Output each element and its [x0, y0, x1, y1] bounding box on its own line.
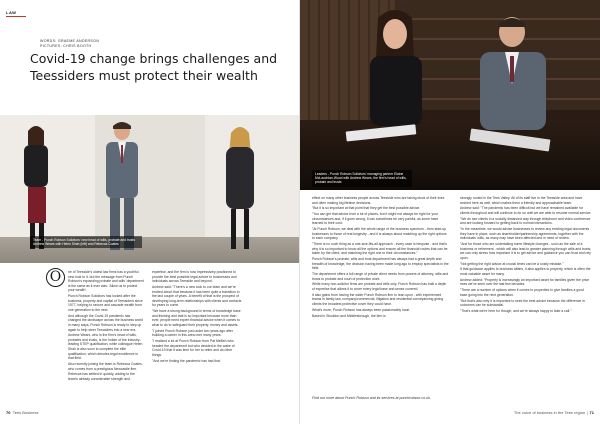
paragraph: expertise, and the firm is now impressively positioned to provide the best possible legal advice to businesses and individuals across Teesside and beyond. [152, 270, 237, 284]
paragraph: "We do see clients in a socially distanced way through telephone and video conference and are looking forward to getting back to normal interactions. [460, 216, 591, 226]
paragraph: If that guidance applies to business affairs, it also applies to property, which is often the most valuable asset for many. [460, 267, 591, 277]
paragraph: "There is no such thing as a one-size-fits-all approach - every case is bespoke - and that's why it is so important to know all the options and ensure all the financial routes that can be taken by the client, and matching the right one to their circumstances." [312, 242, 448, 256]
paragraph: What's more, Punch Robson has always been passionately local. [312, 307, 410, 312]
leaders-figures [300, 0, 600, 190]
paragraph: effect on many other business people across Teesside who are taking stock of their lives and often making big lifetime decisions. [312, 196, 445, 205]
paragraph: While many non-solicitor firms are probate and wills only, Punch Robson has built a depth of expertise that allows it to cover every legal base and sense covered. [312, 282, 447, 291]
section-rule [6, 16, 26, 17]
paragraph: "You can get that advice from a lot of places, but it might not always be right for your circumstances and, if it goes wrong, it can sometimes be very painful, as some have learned to their cost. [312, 212, 439, 226]
column-3 [312, 196, 450, 319]
right-page [300, 0, 600, 424]
paragraph: "We have a strong background in terms of knowledge base and thinking and that is so important because more than ever, people need expert financial advice when it comes to what to do to safeguard their property, money and assets. [152, 309, 241, 327]
documents [470, 128, 551, 151]
paragraph: strongly rooted in the Tees Valley. All of its staff live in the Teesside area and have worked here as well, which makes them a friendly and approachable team. [460, 196, 583, 205]
paragraph: Andrew said: "There's a new look to our team and we're excited about that because it has been quite a transition in the last couple of years. A benefit of that is the prospect of developing long-term relationships with clients and contacts for years to come. [152, 284, 242, 308]
paragraph: Andrew added: "Property is increasingly an important asset for families given the price rises we've seen over the last few decades. [460, 277, 590, 287]
paragraph: "In the meantime, we would advise businesses to review any existing legal documents they have in place, such as shareholder/partnership agreements, together with the individuals' wills, as many may have been affected and in need of review. [460, 227, 590, 241]
column-2 [152, 270, 242, 364]
page-number-left: 70 [6, 410, 11, 415]
paragraph: "I realised a lot at Punch Robson from Pat Mellish who headed the department but who decided in the wake of Covid-19 that it was time for her to retire and do other things. [152, 339, 235, 357]
person-left [24, 126, 48, 249]
column-4 [460, 196, 592, 315]
photo-caption-left: Team - Punch Robson Solicitors' new head of wills, probate and trusts Andrew Wears with Helen Shah (left) and Rebecca Coates [30, 236, 142, 248]
magazine-title-left: Tees Business [12, 410, 39, 415]
photo-caption-right: Leaders - Punch Robson Solicitors' managing partner Elaine McLauchlan-Wood with Andrew Wears, the firm's head of wills, probate and trusts [312, 170, 412, 187]
paragraph: "That's what we're here for though, and we're always happy to take a call." [460, 308, 572, 313]
footer-right: The voice of business in the Tees region | 71 [513, 410, 594, 415]
magazine-title-right: The voice of business in the Tees region [513, 410, 586, 415]
paragraph: ne of Teesside's oldest law firms has a youthful new look to it, but the message from Punch Robson's expanding probate and wills' department is the same as it ever was: 'Allow us to protect your wealth'. [68, 270, 144, 293]
paragraph: Rebecca has settled in quickly, adding to the team's already considerable strength and [68, 372, 135, 381]
paragraph: Punch Robson Solicitors has looked after the business, property and capital of Teessiders since 1977, helping to secure and cascade wealth from one generation to the next. [68, 294, 143, 312]
paragraph: Also recently joining the team is Rebecca Coates, who comes from a prestigious Newcastle firm. [68, 362, 143, 371]
paragraph: "But that's also why it is important to seek the best advice because the difference in outcomes can be substantial. [460, 298, 585, 308]
column-1 [68, 270, 144, 383]
paragraph: Andrew said: "The pandemic has been difficult but we have remained available for clients throughout and will continue to do so until we are able to resume normal service. [460, 206, 592, 215]
paragraph: "And for those who are undertaking some lifestyle changes - such as the sale of a business or retirement - which will also lead to greater planning through wills and trusts; we can only stress how important it is to get advice and guidance you can trust and rely upon. [460, 242, 592, 260]
paragraph: "At Punch Robson, we deal with the whole range of the business spectrum - from start-up businesses to those of real longevity - and it is always about matching up the right options to each company. [312, 227, 447, 241]
paragraph: "And we're finding the pandemic has had that [152, 358, 221, 363]
words-credit: WORDS: GRAEME ANDERSON [40, 39, 100, 43]
paragraph: "Not getting the right advice at crucial times can be a costly mistake." [460, 261, 564, 266]
article-headline: Covid-19 change brings challenges and Teessiders must protect their wealth [30, 51, 278, 83]
paragraph: Andrew Wears, who is the firm's head of wills, probates and trusts, is the holder of the industry-leading STEP qualification, while colleague Helen Shah is also soon to complete the elite qualification, which denotes legal excellence in that field. [68, 333, 143, 361]
paragraph: "But it is so important at that point that they get the best possible advice. [312, 206, 421, 211]
leaders-photo [300, 0, 600, 190]
paragraph: "There are a number of options when it comes to properties to give families a good base going into the next generation. [460, 288, 584, 297]
section-tag: LAW [6, 10, 17, 15]
pictures-credit: PICTURES: CHRIS BOOTH [40, 44, 92, 48]
person-man [480, 17, 546, 130]
paragraph: The department offers a full range of private client needs from powers of attorney, wills and trusts to probate and court of protection work. [312, 272, 449, 281]
documents [346, 124, 417, 141]
person-woman [370, 10, 422, 126]
person-center [106, 122, 138, 250]
paragraph: It also gains from having the wider Punch Robson firm to lean upon - with experienced teams in family law, company/commercial, litigation and residential conveyancing giving clients the broadest protective cover they could have. [312, 292, 444, 306]
paragraph: "I joined Punch Robson just under two years ago after building a career in this area over many years. [152, 328, 233, 338]
paragraph: Based in Stockton and Middlesbrough, the firm is [312, 313, 386, 318]
person-right [226, 127, 254, 249]
article-credits [40, 39, 99, 49]
closing-line: Find out more about Punch Robson and its services at punchrobson.co.uk. [312, 396, 431, 400]
page-number-right: 71 [589, 410, 594, 415]
footer-left [6, 410, 38, 415]
drop-cap: O [46, 268, 65, 287]
paragraph: And although the Covid-19 pandemic has changed the landscape across the business world in many ways, Punch Robson is ready to step up again to help steer Teessiders into a new era. [68, 313, 144, 332]
paragraph: Punch Robson's probate, wills and trust department has always had a great depth and breadth of knowledge, the decision having been made long ago to employ specialists in the field. [312, 257, 449, 271]
